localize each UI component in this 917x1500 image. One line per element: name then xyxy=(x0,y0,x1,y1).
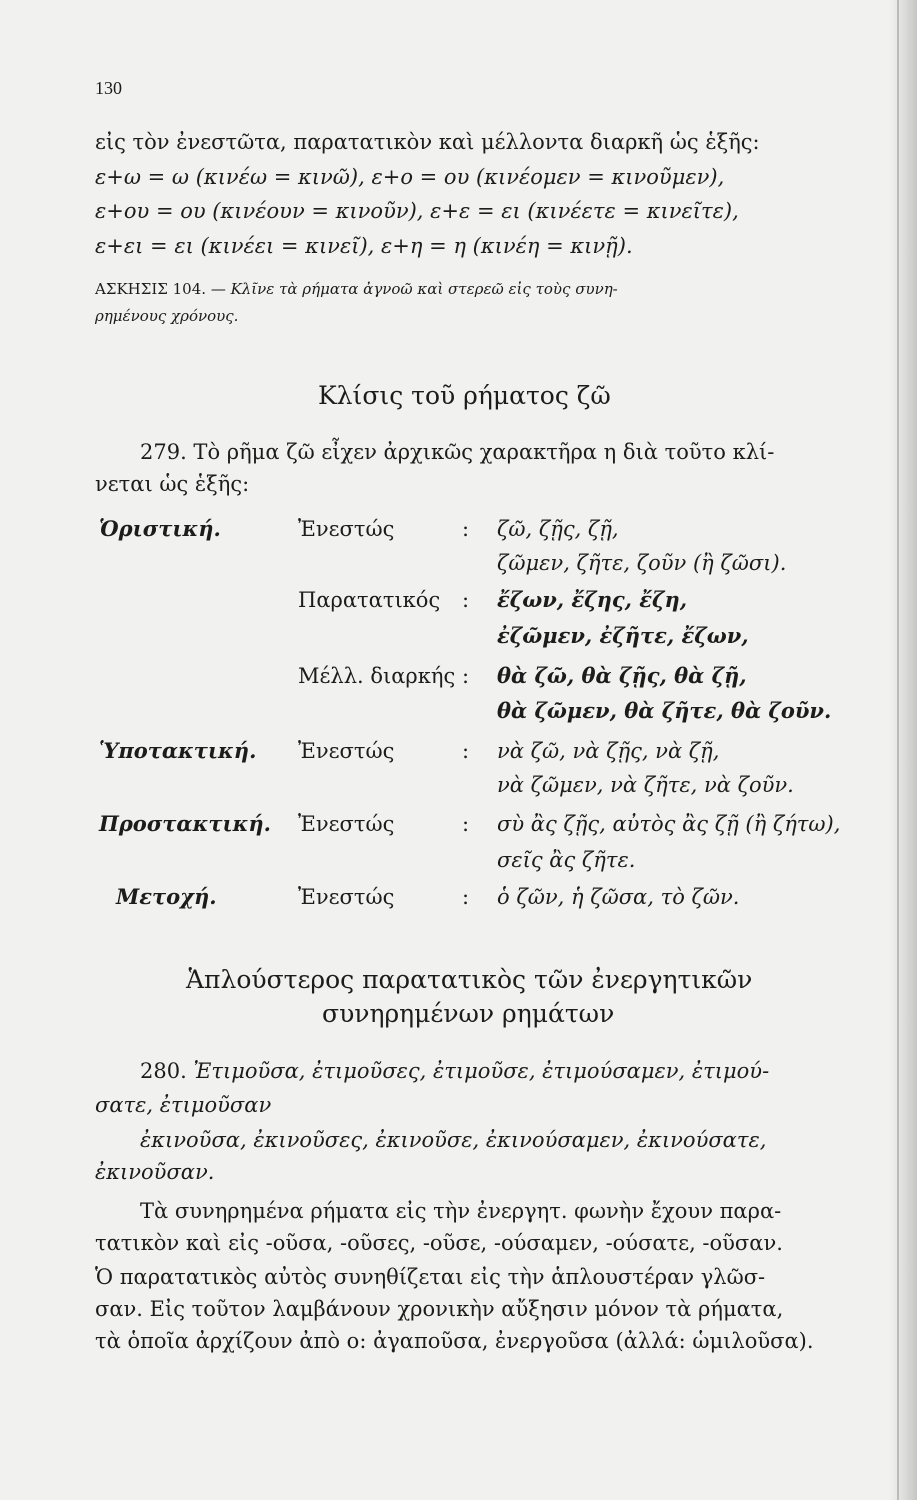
section-title-line: συνηρημένων ρημάτων xyxy=(322,999,615,1028)
tense-label: Ἐνεστώς xyxy=(298,812,395,836)
page-spine-line xyxy=(897,0,899,1500)
intro-line: εἰς τὸν ἐνεστῶτα, παρατατικὸν καὶ μέλλοντα διαρκῆ ὡς ἑξῆς: xyxy=(95,130,760,154)
exercise-label: ΑΣΚΗΣΙΣ 104. xyxy=(95,280,207,298)
body-line: τὰ ὁποῖα ἀρχίζουν ἀπὸ ο: ἀγαποῦσα, ἐνεργοῦσα (ἀλλά: ὡμιλοῦσα). xyxy=(95,1329,814,1353)
mood-label: Ὑποτακτική. xyxy=(99,738,257,763)
conjugation-form: ἔζων, ἔζης, ἔζη, xyxy=(497,587,688,612)
page-spine-shadow xyxy=(889,0,917,1500)
tense-label: Παρατατικός xyxy=(298,588,441,612)
example-text: Ἐτιμοῦσα, ἐτιμοῦσες, ἐτιμοῦσε, ἐτιμούσαμεν, ἐτιμού- xyxy=(193,1059,770,1083)
conjugation-form: νὰ ζῶμεν, νὰ ζῆτε, νὰ ζοῦν. xyxy=(497,773,794,797)
body-line: Τὰ συνηρημένα ρήματα εἰς τὴν ἐνεργητ. φωνὴν ἔχουν παρα- xyxy=(140,1199,782,1223)
mood-label: Προστακτική. xyxy=(99,811,271,836)
mood-label: Ὁριστική. xyxy=(99,516,221,541)
example-line: ἐκινοῦσα, ἐκινοῦσες, ἐκινοῦσε, ἐκινούσαμεν, ἐκινούσατε, xyxy=(140,1128,767,1152)
example-line xyxy=(140,1057,769,1085)
intro-line: ε+ου = ου (κινέουν = κινοῦν), ε+ε = ει (κινέετε = κινεῖτε), xyxy=(95,199,739,223)
conjugation-form: σὺ ἂς ζῇς, αὐτὸς ἂς ζῇ (ἢ ζήτω), xyxy=(497,812,841,836)
colon-separator: : xyxy=(462,812,470,836)
example-line: σατε, ἐτιμοῦσαν xyxy=(95,1093,272,1117)
mood-label: Μετοχή. xyxy=(116,884,217,909)
exercise-line: ρημένους χρόνους. xyxy=(95,307,239,325)
colon-separator: : xyxy=(462,664,470,688)
tense-label: Ἐνεστώς xyxy=(298,885,395,909)
paragraph-number: 280. xyxy=(140,1059,187,1083)
page-number: 130 xyxy=(95,78,122,98)
conjugation-form: ἐζῶμεν, ἐζῆτε, ἔζων, xyxy=(497,623,749,648)
conjugation-form: ὁ ζῶν, ἡ ζῶσα, τὸ ζῶν. xyxy=(497,885,740,909)
section-title: Κλίσις τοῦ ρήματος ζῶ xyxy=(318,381,611,410)
body-line: τατικὸν καὶ εἰς -οῦσα, -οῦσες, -οῦσε, -ούσαμεν, -ούσατε, -οῦσαν. xyxy=(95,1231,783,1255)
colon-separator: : xyxy=(462,588,470,612)
conjugation-form: ζῶ, ζῇς, ζῇ, xyxy=(497,517,619,541)
tense-label: Ἐνεστώς xyxy=(298,517,395,541)
paragraph-line: 279. Τὸ ρῆμα ζῶ εἶχεν ἀρχικῶς χαρακτῆρα η διὰ τοῦτο κλί- xyxy=(140,440,775,464)
tense-label: Ἐνεστώς xyxy=(298,739,395,763)
colon-separator: : xyxy=(462,739,470,763)
body-line: Ὁ παρατατικὸς αὐτὸς συνηθίζεται εἰς τὴν ἁπλουστέραν γλῶσ- xyxy=(95,1265,766,1289)
conjugation-form: θὰ ζῶ, θὰ ζῇς, θὰ ζῇ, xyxy=(497,663,747,688)
exercise-text: — Κλῖνε τὰ ρήματα ἀγνοῶ καὶ στερεῶ εἰς τοὺς συνη- xyxy=(210,280,618,298)
conjugation-form: σεῖς ἂς ζῆτε. xyxy=(497,848,636,872)
exercise-line xyxy=(95,278,618,300)
section-title-line: Ἁπλούστερος παρατατικὸς τῶν ἐνεργητικῶν xyxy=(186,965,753,994)
conjugation-form: θὰ ζῶμεν, θὰ ζῆτε, θὰ ζοῦν. xyxy=(497,698,832,723)
tense-label: Μέλλ. διαρκής xyxy=(298,664,456,688)
conjugation-form: ζῶμεν, ζῆτε, ζοῦν (ἢ ζῶσι). xyxy=(497,551,787,575)
body-line: σαν. Εἰς τοῦτον λαμβάνουν χρονικὴν αὔξησιν μόνον τὰ ρήματα, xyxy=(95,1297,784,1321)
paragraph-line: νεται ὡς ἑξῆς: xyxy=(95,472,250,496)
intro-line: ε+ει = ει (κινέει = κινεῖ), ε+η = η (κινέη = κινῇ). xyxy=(95,234,633,258)
conjugation-form: νὰ ζῶ, νὰ ζῇς, νὰ ζῇ, xyxy=(497,739,720,763)
colon-separator: : xyxy=(462,517,470,541)
intro-line: ε+ω = ω (κινέω = κινῶ), ε+ο = ου (κινέομεν = κινοῦμεν), xyxy=(95,165,725,189)
colon-separator: : xyxy=(462,885,470,909)
example-line: ἐκινοῦσαν. xyxy=(95,1160,215,1184)
